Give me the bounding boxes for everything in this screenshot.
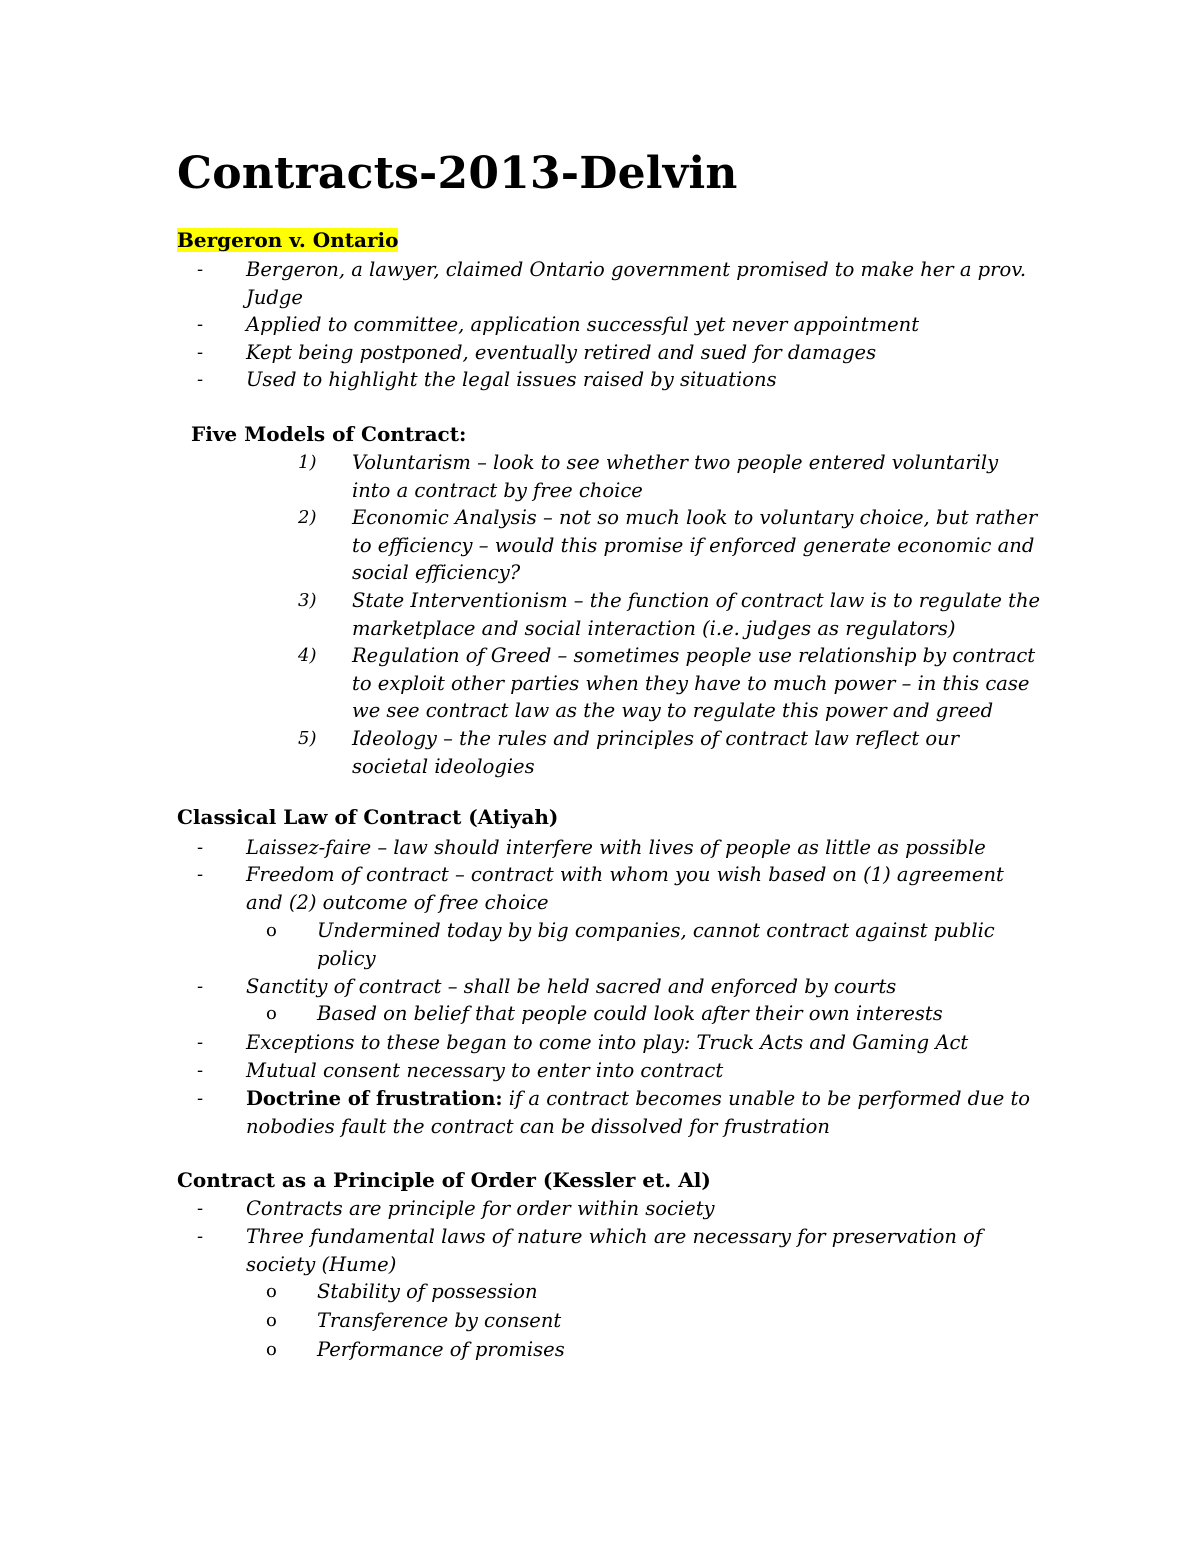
sub-bullet-text: Based on belief that people could look after their own interests — [317, 1002, 943, 1025]
bullet-dash: - — [197, 1060, 204, 1081]
bullet-dash: - — [197, 1198, 204, 1219]
numbered-item-text: Voluntarism – look to see whether two people entered voluntarily into a contract by free choice — [352, 451, 999, 502]
bullet-text: Exceptions to these began to come into play: Truck Acts and Gaming Act — [246, 1031, 969, 1054]
bullet-dash: - — [197, 369, 204, 390]
highlight: Bergeron v. Ontario — [177, 228, 399, 252]
bullet-text: Three fundamental laws of nature which are necessary for preservation of society (Hume) — [246, 1225, 983, 1276]
numbered-item-text: State Interventionism – the function of contract law is to regulate the marketplace and social interaction (i.e. judges as regulators) — [352, 589, 1041, 640]
sub-bullet-circle: o — [266, 1339, 277, 1360]
bullet-dash: - — [197, 1226, 204, 1247]
bullet-dash: - — [197, 976, 204, 997]
sub-bullet-text: Stability of possession — [317, 1280, 538, 1303]
bullet-dash: - — [197, 1032, 204, 1053]
numbered-item-text: Economic Analysis – not so much look to voluntary choice, but rather to efficiency – would this promise if enforced generate economic and social efficiency? — [352, 506, 1038, 585]
bullet-dash: - — [197, 259, 204, 280]
numbered-item-text: Regulation of Greed – sometimes people use relationship by contract to exploit other parties when they have to much power – in this case we see contract law as the way to regulate this power and greed — [352, 644, 1036, 723]
bullet-dash: - — [197, 314, 204, 335]
bullet-text: Laissez-faire – law should interfere with lives of people as little as possible — [246, 836, 986, 859]
sub-bullet-text: Performance of promises — [317, 1338, 565, 1361]
list-number: 3) — [298, 590, 317, 611]
section-heading-five-models: Five Models of Contract: — [191, 422, 467, 446]
bullet-text: Mutual consent necessary to enter into contract — [246, 1059, 724, 1082]
page-title: Contracts-2013-Delvin — [177, 148, 738, 199]
bullet-text: Bergeron, a lawyer, claimed Ontario government promised to make her a prov. Judge — [246, 258, 1027, 309]
bullet-dash: - — [197, 1088, 204, 1109]
bullet-text: Used to highlight the legal issues raised by situations — [246, 368, 777, 391]
bullet-dash: - — [197, 864, 204, 885]
bullet-text: Sanctity of contract – shall be held sacred and enforced by courts — [246, 975, 897, 998]
bold-term: Doctrine of frustration: — [246, 1087, 503, 1110]
section-heading-classical-law: Classical Law of Contract (Atiyah) — [177, 805, 559, 829]
list-number: 2) — [298, 507, 317, 528]
section-heading-bergeron — [177, 226, 398, 254]
bullet-dash: - — [197, 837, 204, 858]
sub-bullet-circle: o — [266, 1003, 277, 1024]
list-number: 4) — [298, 645, 317, 666]
list-number: 5) — [298, 728, 317, 749]
list-number: 1) — [298, 452, 317, 473]
bullet-text-frustration — [246, 1085, 1036, 1140]
numbered-item-text: Ideology – the rules and principles of contract law reflect our societal ideologies — [352, 727, 960, 778]
sub-bullet-text: Undermined today by big companies, cannot contract against public policy — [317, 919, 995, 970]
bullet-text: Freedom of contract – contract with whom you wish based on (1) agreement and (2) outcome of free choice — [246, 863, 1004, 914]
definition-text: if a contract becomes unable to be performed due to nobodies fault the contract can be dissolved for frustration — [246, 1087, 1031, 1138]
bullet-dash: - — [197, 342, 204, 363]
bullet-text: Contracts are principle for order within society — [246, 1197, 715, 1220]
sub-bullet-text: Transference by consent — [317, 1309, 562, 1332]
bullet-text: Applied to committee, application successful yet never appointment — [246, 313, 920, 336]
sub-bullet-circle: o — [266, 1310, 277, 1331]
section-heading-principle-of-order: Contract as a Principle of Order (Kessler et. Al) — [177, 1168, 711, 1192]
sub-bullet-circle: o — [266, 1281, 277, 1302]
sub-bullet-circle: o — [266, 920, 277, 941]
bullet-text: Kept being postponed, eventually retired and sued for damages — [246, 341, 877, 364]
